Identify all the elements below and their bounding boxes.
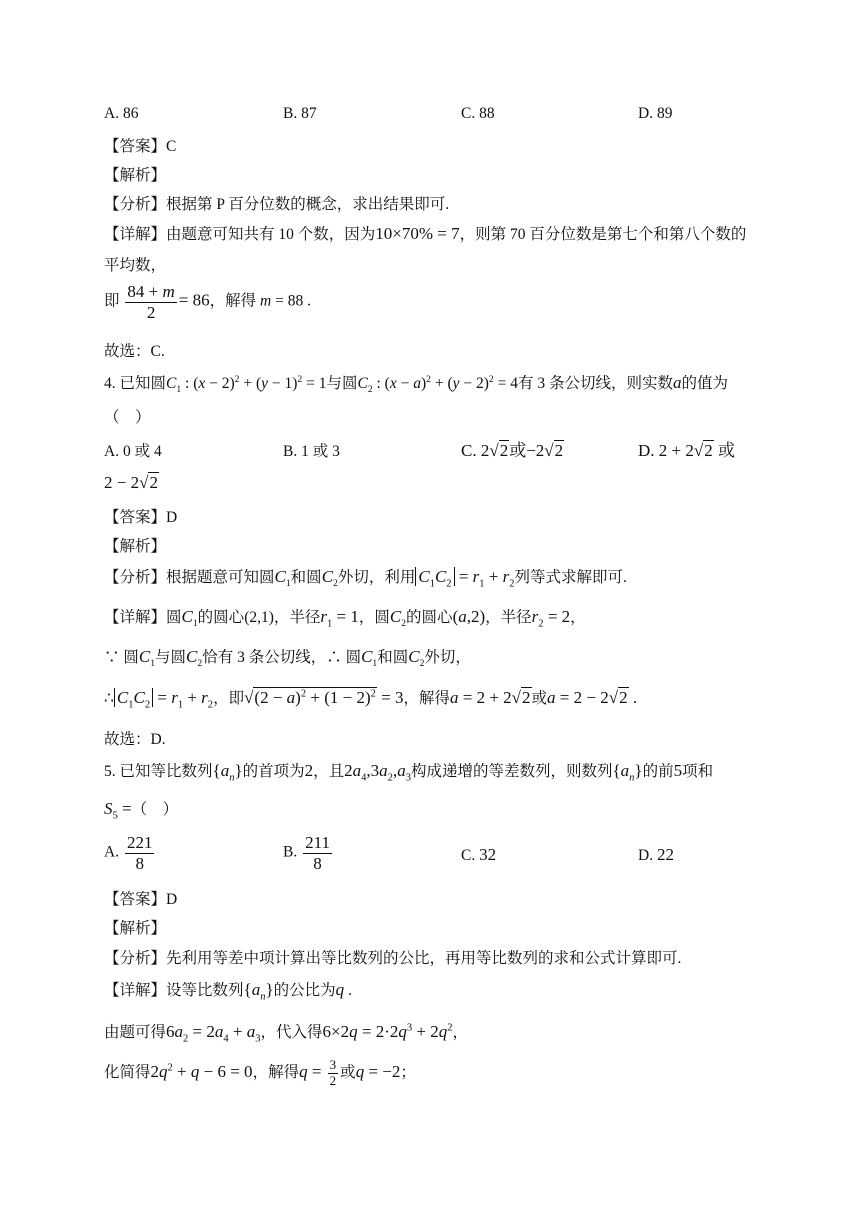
q5-xiangjie: 【详解】设等比数列$\{a_n\}$的公比为q . — [104, 980, 352, 1003]
q5-option-c: C. 32 — [461, 845, 497, 864]
q4-answer-line: 【答案】D — [104, 509, 178, 526]
xiangjie-line: 【详解】由题意可知共有 10 个数，因为10×70% = 7，则第 70 百分位数是第七个和第八个数的 — [104, 224, 747, 243]
q5-line-2: 化简得$2q^2 + q - 6 = 0$，解得q = $\frac{3}{2}$ 或q = −2； — [104, 1057, 416, 1088]
q4-option-c: C. 2√2或−2√2 — [461, 441, 564, 460]
q5-option-b: B. $\frac{211}{8}$ — [283, 833, 330, 873]
q4-analysis-tag: 【解析】 — [104, 538, 167, 555]
equation-line: 即 $\frac{84 + m}{2}$ = 86，解得 m = 88 . — [104, 282, 311, 322]
option-b: B. 87 — [283, 105, 317, 122]
analysis-tag: 【解析】 — [104, 167, 167, 184]
q4-xiangjie: 【详解】圆$C_1$的圆心(2,1)，半径$r_1 = 1$，圆$C_2$的圆心(a,2)，半径$r_2 = 2$， — [104, 607, 586, 630]
q5-fenxi: 【分析】先利用等差中项计算出等比数列的公比，再用等比数列的求和公式计算即可. — [104, 950, 682, 967]
answer-tag: 【答案】 — [104, 138, 167, 155]
answer-line — [104, 134, 176, 156]
q4-option-b: B. 1 或 3 — [283, 443, 340, 460]
option-c: C. 88 — [461, 105, 495, 122]
q4-option-d-cont: 2 − 2√2 — [104, 473, 158, 492]
q5-answer-line: 【答案】D — [104, 891, 178, 908]
q4-fenxi: 【分析】根据题意可知圆$C_1$和圆$C_2$外切，利用 $C_1C_2 = r_1 + r_2$列等式求解即可. — [104, 567, 627, 590]
q5-option-a: A. $\frac{221}{8}$ — [104, 833, 153, 873]
q4-because: ∵ 圆$C_1$与圆$C_2$恰有 3 条公切线，∴ 圆$C_1$和圆$C_2$外切， — [104, 647, 471, 670]
option-a: A. 86 — [104, 105, 139, 122]
q4-stem: 4. 已知圆$C_1$ : $(x - 2)^2 + (y - 1)^2 = 1$与圆$C_2$ : $(x - a)^2 + (y - 2)^2 = 4$有 3 条公切线，则实数a的值为 — [104, 373, 728, 396]
q4-paren: （ ） — [104, 409, 151, 426]
xiangjie-line-2: 平均数， — [104, 257, 167, 274]
answer-value: C — [166, 138, 177, 155]
q4-option-d: D. 2 + 2√2 或 — [638, 441, 735, 460]
q5-option-d: D. 22 — [638, 845, 674, 864]
conclusion: 故选：C. — [104, 343, 165, 360]
q5-line-1: 由题可得$6a_2 = 2a_4 + a_3$，代入得$6\times 2q = 2\cdot 2q^3 + 2q^2$， — [104, 1022, 468, 1045]
fraction: $\frac{84 + m}{2}$ — [127, 282, 175, 322]
q5-stem: 5. 已知等比数列$\{a_n\}$的首项为2，且$2a_4,3a_2,a_3$构成递增的等差数列，则数列$\{a_n\}$的前5项和 — [104, 761, 714, 784]
fenxi-line: 【分析】根据第 P 百分位数的概念，求出结果即可. — [104, 196, 450, 213]
q4-option-a: A. 0 或 4 — [104, 443, 162, 460]
option-d: D. 89 — [638, 105, 673, 122]
q4-conclusion: 故选：D. — [104, 731, 166, 748]
q5-analysis-tag: 【解析】 — [104, 920, 167, 937]
q5-stem-cont: $S_5$ =（ ） — [104, 799, 179, 822]
q4-therefore: ∴ $C_1C_2 = r_1 + r_2$，即$√(2 - a)^2 + (1 - 2)^2 = 3$，解得a = 2 + 2√2或a = 2 − 2√2 . — [104, 688, 638, 711]
math-expr: 10×70% = 7 — [375, 224, 460, 243]
